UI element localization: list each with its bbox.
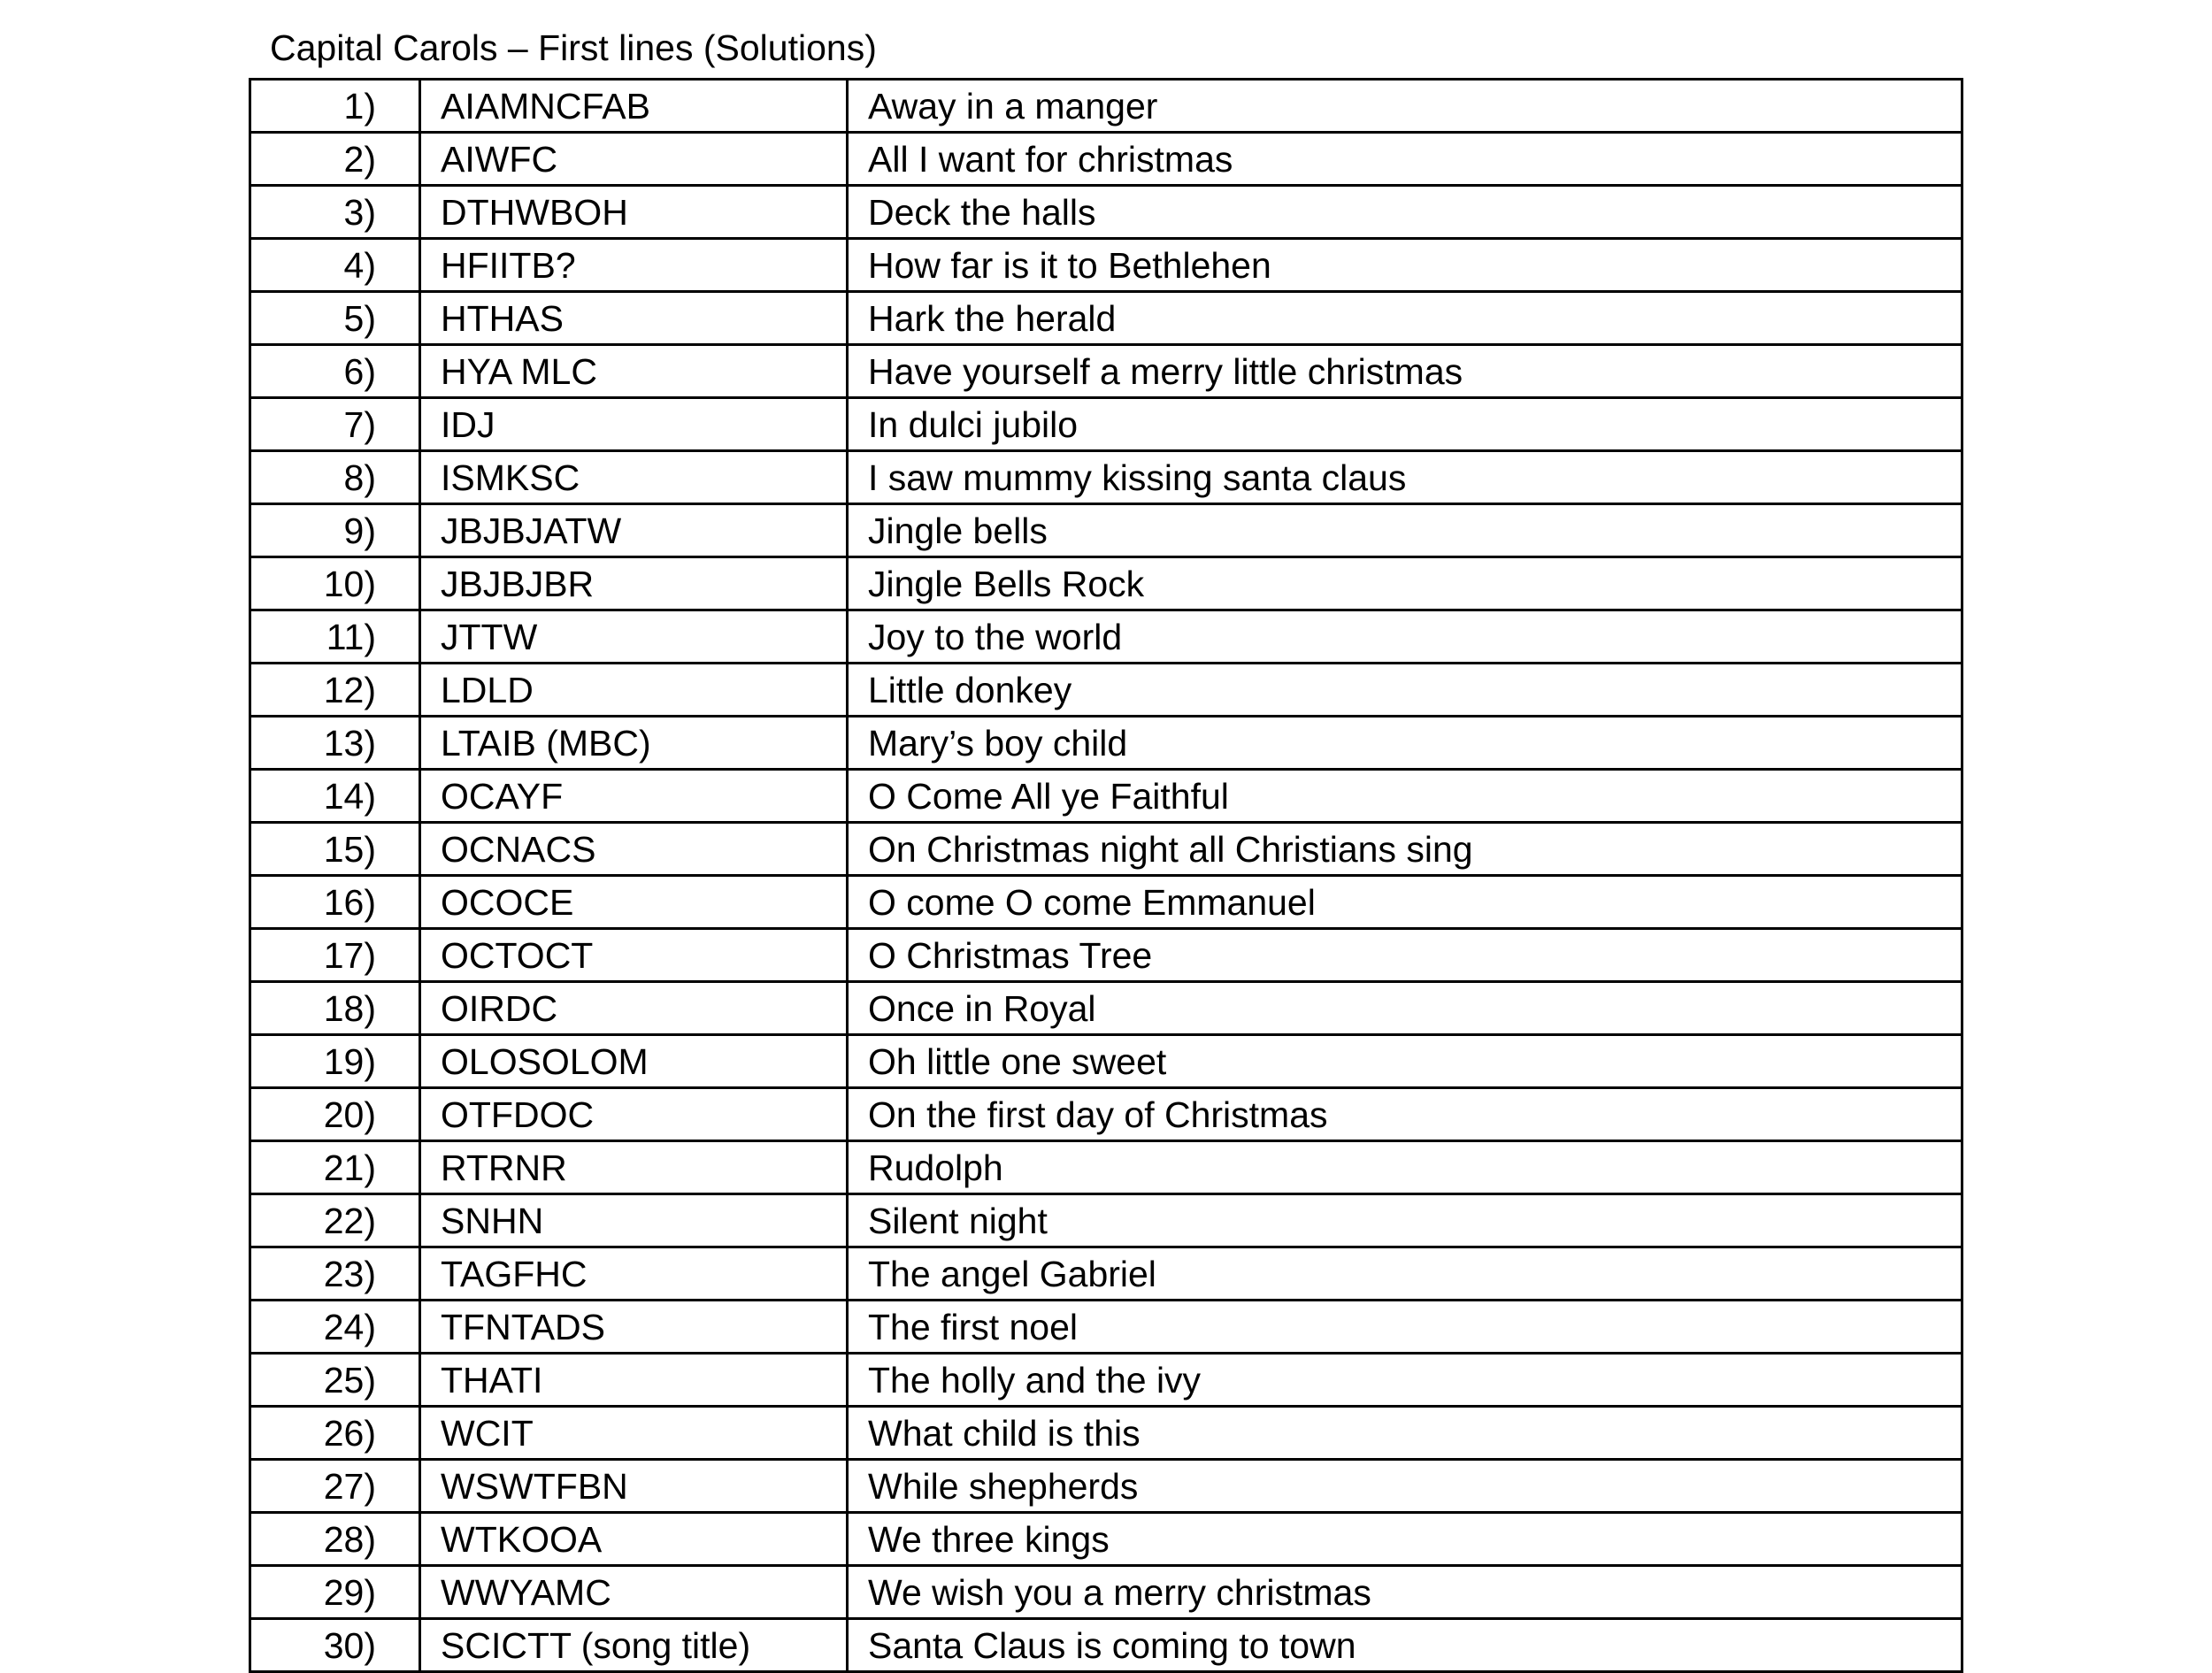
- row-number: 25): [323, 1359, 376, 1401]
- carol-line-cell: In dulci jubilo: [848, 398, 1962, 451]
- row-number: 2): [343, 138, 376, 180]
- row-number-cell: [250, 1088, 420, 1141]
- row-number: 18): [323, 987, 376, 1029]
- table-row: [250, 1513, 1962, 1566]
- table-body: [250, 80, 1962, 1672]
- abbreviation-cell: AIAMNCFAB: [420, 80, 848, 133]
- page-title: Capital Carols – First lines (Solutions): [270, 27, 877, 68]
- row-number: 8): [343, 457, 376, 498]
- carol-line-cell: Jingle Bells Rock: [848, 557, 1962, 610]
- table-row: [250, 982, 1962, 1035]
- row-number: 3): [343, 191, 376, 233]
- row-number-cell: [250, 557, 420, 610]
- carol-line-cell: We wish you a merry christmas: [848, 1566, 1962, 1619]
- abbreviation-cell: RTRNR: [420, 1141, 848, 1194]
- abbreviation-cell: OCOCE: [420, 876, 848, 929]
- table-row: [250, 1194, 1962, 1247]
- row-number: 23): [323, 1253, 376, 1294]
- row-number: 10): [323, 563, 376, 604]
- abbreviation-cell: ISMKSC: [420, 451, 848, 504]
- row-number-cell: [250, 610, 420, 664]
- row-number: 29): [323, 1571, 376, 1613]
- carol-line-cell: Have yourself a merry little christmas: [848, 345, 1962, 398]
- row-number-cell: [250, 398, 420, 451]
- carol-line-cell: While shepherds: [848, 1460, 1962, 1513]
- row-number-cell: [250, 451, 420, 504]
- carol-line-cell: Rudolph: [848, 1141, 1962, 1194]
- carol-line-cell: Oh little one sweet: [848, 1035, 1962, 1088]
- table-row: [250, 1354, 1962, 1407]
- abbreviation-cell: JBJBJATW: [420, 504, 848, 557]
- row-number-cell: [250, 1247, 420, 1301]
- table-row: [250, 1566, 1962, 1619]
- table-row: [250, 1619, 1962, 1672]
- carol-line-cell: Away in a manger: [848, 80, 1962, 133]
- row-number: 7): [343, 403, 376, 445]
- row-number: 17): [323, 934, 376, 976]
- abbreviation-cell: OCNACS: [420, 823, 848, 876]
- abbreviation-cell: OTFDOC: [420, 1088, 848, 1141]
- abbreviation-cell: LTAIB (MBC): [420, 717, 848, 770]
- abbreviation-cell: LDLD: [420, 664, 848, 717]
- row-number: 12): [323, 669, 376, 710]
- table-row: [250, 451, 1962, 504]
- row-number-cell: [250, 1566, 420, 1619]
- solutions-table: [249, 78, 1963, 1673]
- abbreviation-cell: OLOSOLOM: [420, 1035, 848, 1088]
- row-number: 9): [343, 510, 376, 551]
- carol-line-cell: The angel Gabriel: [848, 1247, 1962, 1301]
- row-number-cell: [250, 345, 420, 398]
- carol-line-cell: All I want for christmas: [848, 133, 1962, 186]
- row-number: 15): [323, 828, 376, 870]
- abbreviation-cell: JTTW: [420, 610, 848, 664]
- row-number: 16): [323, 881, 376, 923]
- table-row: [250, 557, 1962, 610]
- row-number: 13): [323, 722, 376, 764]
- table-row: [250, 770, 1962, 823]
- row-number-cell: [250, 929, 420, 982]
- carol-line-cell: O Come All ye Faithful: [848, 770, 1962, 823]
- carol-line-cell: On Christmas night all Christians sing: [848, 823, 1962, 876]
- table-row: [250, 823, 1962, 876]
- table-row: [250, 1035, 1962, 1088]
- carol-line-cell: O come O come Emmanuel: [848, 876, 1962, 929]
- row-number-cell: [250, 239, 420, 292]
- table-row: [250, 186, 1962, 239]
- row-number-cell: [250, 770, 420, 823]
- row-number-cell: [250, 133, 420, 186]
- row-number-cell: [250, 1035, 420, 1088]
- carol-line-cell: Hark the herald: [848, 292, 1962, 345]
- abbreviation-cell: HYA MLC: [420, 345, 848, 398]
- table-row: [250, 504, 1962, 557]
- carol-line-cell: Santa Claus is coming to town: [848, 1619, 1962, 1672]
- row-number-cell: [250, 664, 420, 717]
- row-number-cell: [250, 80, 420, 133]
- carol-line-cell: On the first day of Christmas: [848, 1088, 1962, 1141]
- row-number-cell: [250, 292, 420, 345]
- table-row: [250, 717, 1962, 770]
- carol-line-cell: The first noel: [848, 1301, 1962, 1354]
- table-row: [250, 929, 1962, 982]
- abbreviation-cell: WCIT: [420, 1407, 848, 1460]
- row-number-cell: [250, 1354, 420, 1407]
- table-row: [250, 398, 1962, 451]
- carol-line-cell: I saw mummy kissing santa claus: [848, 451, 1962, 504]
- row-number-cell: [250, 876, 420, 929]
- row-number: 26): [323, 1412, 376, 1454]
- table-row: [250, 133, 1962, 186]
- abbreviation-cell: SCICTT (song title): [420, 1619, 848, 1672]
- table-row: [250, 1460, 1962, 1513]
- carol-line-cell: The holly and the ivy: [848, 1354, 1962, 1407]
- row-number: 1): [343, 85, 376, 127]
- carol-line-cell: How far is it to Bethlehen: [848, 239, 1962, 292]
- table-row: [250, 1247, 1962, 1301]
- table-row: [250, 345, 1962, 398]
- carol-line-cell: Joy to the world: [848, 610, 1962, 664]
- abbreviation-cell: OIRDC: [420, 982, 848, 1035]
- table-row: [250, 1301, 1962, 1354]
- abbreviation-cell: TAGFHC: [420, 1247, 848, 1301]
- row-number-cell: [250, 1460, 420, 1513]
- carol-line-cell: Once in Royal: [848, 982, 1962, 1035]
- row-number-cell: [250, 504, 420, 557]
- abbreviation-cell: SNHN: [420, 1194, 848, 1247]
- row-number-cell: [250, 1407, 420, 1460]
- row-number: 28): [323, 1518, 376, 1560]
- carol-line-cell: What child is this: [848, 1407, 1962, 1460]
- row-number: 19): [323, 1040, 376, 1082]
- abbreviation-cell: AIWFC: [420, 133, 848, 186]
- abbreviation-cell: WTKOOA: [420, 1513, 848, 1566]
- table-row: [250, 1088, 1962, 1141]
- abbreviation-cell: WSWTFBN: [420, 1460, 848, 1513]
- row-number-cell: [250, 1513, 420, 1566]
- carol-line-cell: Little donkey: [848, 664, 1962, 717]
- carol-line-cell: O Christmas Tree: [848, 929, 1962, 982]
- carol-line-cell: Mary’s boy child: [848, 717, 1962, 770]
- abbreviation-cell: OCAYF: [420, 770, 848, 823]
- row-number-cell: [250, 186, 420, 239]
- abbreviation-cell: HFIITB?: [420, 239, 848, 292]
- carol-line-cell: Deck the halls: [848, 186, 1962, 239]
- row-number: 24): [323, 1306, 376, 1347]
- table-row: [250, 239, 1962, 292]
- abbreviation-cell: OCTOCT: [420, 929, 848, 982]
- abbreviation-cell: IDJ: [420, 398, 848, 451]
- row-number: 27): [323, 1465, 376, 1507]
- abbreviation-cell: HTHAS: [420, 292, 848, 345]
- row-number: 5): [343, 297, 376, 339]
- row-number: 22): [323, 1200, 376, 1241]
- abbreviation-cell: TFNTADS: [420, 1301, 848, 1354]
- abbreviation-cell: WWYAMC: [420, 1566, 848, 1619]
- abbreviation-cell: DTHWBOH: [420, 186, 848, 239]
- table-row: [250, 1141, 1962, 1194]
- row-number: 20): [323, 1094, 376, 1135]
- table-row: [250, 664, 1962, 717]
- row-number: 11): [326, 616, 376, 657]
- row-number-cell: [250, 1194, 420, 1247]
- table-row: [250, 610, 1962, 664]
- row-number-cell: [250, 1141, 420, 1194]
- row-number-cell: [250, 1619, 420, 1672]
- row-number-cell: [250, 1301, 420, 1354]
- row-number-cell: [250, 982, 420, 1035]
- carol-line-cell: We three kings: [848, 1513, 1962, 1566]
- table-row: [250, 876, 1962, 929]
- abbreviation-cell: THATI: [420, 1354, 848, 1407]
- table-row: [250, 1407, 1962, 1460]
- table-row: [250, 80, 1962, 133]
- row-number-cell: [250, 823, 420, 876]
- table-row: [250, 292, 1962, 345]
- row-number: 6): [343, 350, 376, 392]
- row-number: 4): [343, 244, 376, 286]
- carol-line-cell: Jingle bells: [848, 504, 1962, 557]
- row-number: 21): [323, 1147, 376, 1188]
- carol-line-cell: Silent night: [848, 1194, 1962, 1247]
- abbreviation-cell: JBJBJBR: [420, 557, 848, 610]
- row-number: 30): [323, 1624, 376, 1666]
- row-number: 14): [323, 775, 376, 817]
- row-number-cell: [250, 717, 420, 770]
